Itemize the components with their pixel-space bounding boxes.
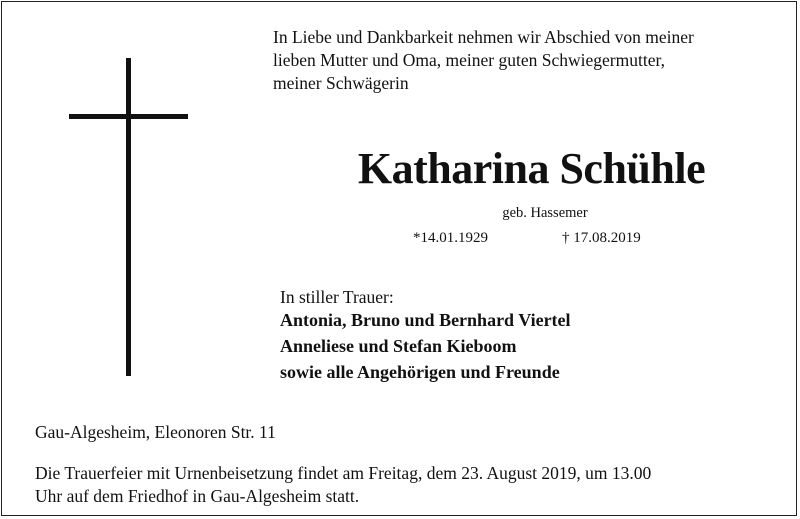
- deceased-name: Katharina Schühle: [357, 144, 706, 193]
- address: Gau-Algesheim, Eleonoren Str. 11: [35, 422, 276, 442]
- birth-date: *14.01.1929: [413, 230, 488, 246]
- death-date: † 17.08.2019: [562, 230, 641, 246]
- intro-text: [273, 26, 783, 95]
- intro-line: lieben Mutter und Oma, meiner guten Schwiegermutter,: [273, 50, 665, 70]
- ceremony-info: [35, 462, 785, 508]
- intro-line: In Liebe und Dankbarkeit nehmen wir Abschied von meiner: [273, 27, 694, 47]
- born-name: geb. Hassemer: [502, 205, 588, 221]
- mourner-line: Anneliese und Stefan Kieboom: [280, 336, 517, 356]
- mourners-list: [280, 307, 760, 385]
- ceremony-line: Die Trauerfeier mit Urnenbeisetzung findet am Freitag, dem 23. August 2019, um 13.00: [35, 463, 652, 483]
- cross-horizontal-bar: [69, 114, 188, 119]
- ceremony-line: Uhr auf dem Friedhof in Gau-Algesheim statt.: [35, 486, 360, 506]
- mourner-line: sowie alle Angehörigen und Freunde: [280, 362, 560, 382]
- intro-line: meiner Schwägerin: [273, 73, 409, 93]
- cross-vertical-bar: [126, 58, 131, 376]
- mourning-label: In stiller Trauer:: [280, 287, 394, 307]
- mourner-line: Antonia, Bruno und Bernhard Viertel: [280, 310, 571, 330]
